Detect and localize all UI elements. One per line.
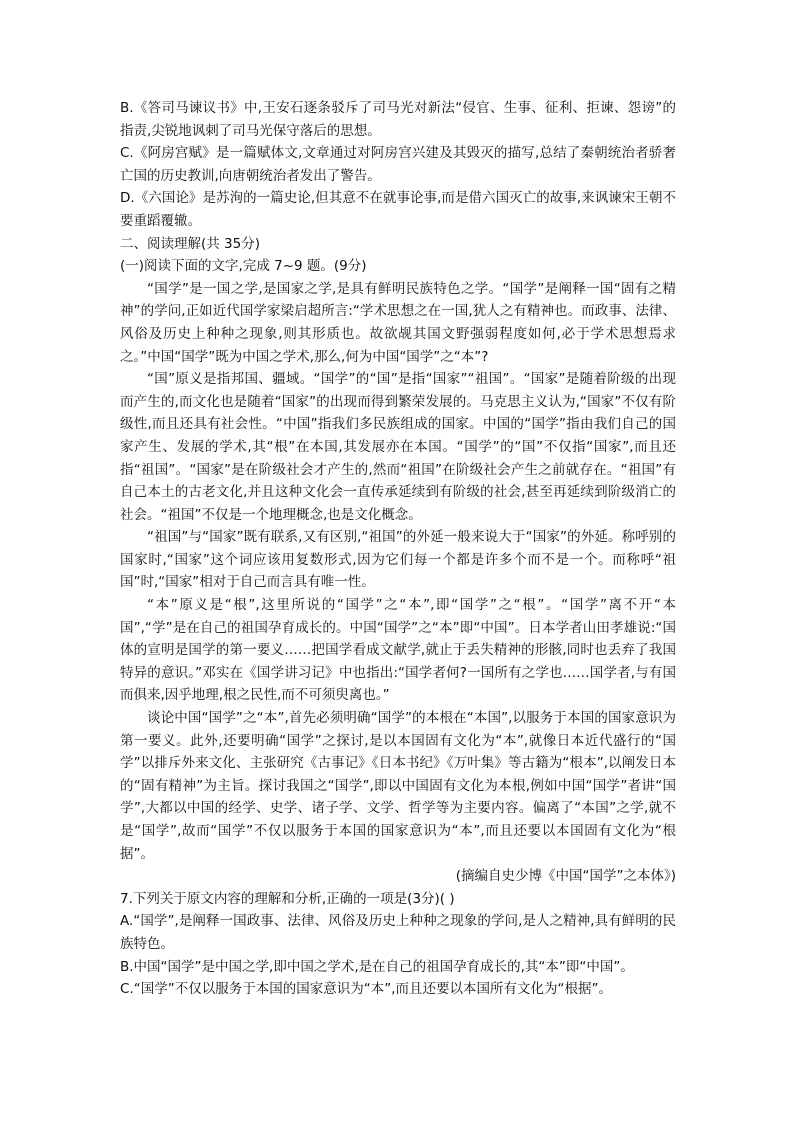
question-7-option-a: A.“国学”,是阐释一国政事、法律、风俗及历史上种种之现象的学问,是人之精神,具有鲜明的民族特色。 <box>120 913 676 952</box>
article-paragraph-5: 谈论中国“国学”之“本”,首先必须明确“国学”的本根在“本国”,以服务于本国的国家意识为第一要义。此外,还要明确“国学”之探讨,是以本国固有文化为“本”,就像日本近代盛行的“国学”以排斥外来文化、主张研究《古事记》《日本书纪》《万叶集》等古籍为“根本”,以阐发日本的“固有精神”为主旨。探讨我国之“国学”,即以中国固有文化为本根,例如中国“国学”者讲“国学”,大都以中国的经学、史学、诸子学、文学、哲学等为主要内容。偏离了“本国”之学,就不是“国学”,故而“国学”不仅以服务于本国的国家意识为“本”,而且还要以本国固有文化为“根据”。 <box>120 710 676 862</box>
section-title: 二、阅读理解(共 35分) <box>120 235 261 252</box>
question-7-option-c: C.“国学”不仅以服务于本国的国家意识为“本”,而且还要以本国所有文化为“根据”。 <box>120 981 612 998</box>
article-paragraph-4: “本”原义是“根”,这里所说的“国学”之“本”,即“国学”之“根”。“国学”离不开“本国”,“学”是在自己的祖国孕育成长的。中国“国学”之“本”即“中国”。日本学者山田孝雄说:“国体的宣明是国学的第一要义……把国学看成文献学,就止于丢失精神的形骸,同时也丢弃了我国特异的意识。”邓实在《国学讲习记》中也指出:“国学者何?一国所有之学也……国学者,与有国而俱来,因乎地理,根之民性,而不可须臾离也。” <box>120 597 676 704</box>
article-paragraph-3: “祖国”与“国家”既有联系,又有区别,“祖国”的外延一般来说大于“国家”的外延。称呼别的国家时,“国家”这个词应该用复数形式,因为它们每一个都是许多个而不是一个。而称呼“祖国”时,“国家”相对于自己而言具有唯一性。 <box>120 529 676 591</box>
question-7-stem: 7.下列关于原文内容的理解和分析,正确的一项是(3分)( ) <box>120 890 455 907</box>
option-c-prev: C.《阿房宫赋》是一篇赋体文,文章通过对阿房宫兴建及其毁灭的描写,总结了秦朝统治者骄奢亡国的历史教训,向唐朝统治者发出了警告。 <box>120 145 676 184</box>
option-b-prev: B.《答司马谏议书》中,王安石逐条驳斥了司马光对新法“侵官、生事、征利、拒谏、怨谤”的指责,尖锐地讽刺了司马光保守落后的思想。 <box>120 100 676 139</box>
subsection-title: (一)阅读下面的文字,完成 7~9 题。(9分) <box>120 258 367 275</box>
question-7-option-b: B.中国“国学”是中国之学,即中国之学术,是在自己的祖国孕育成长的,其“本”即“中国”。 <box>120 958 634 975</box>
article-paragraph-2: “国”原义是指邦国、疆域。“国学”的“国”是指“国家”“祖国”。“国家”是随着阶级的出现而产生的,而文化也是随着“国家”的出现而得到繁荣发展的。马克思主义认为,“国家”不仅有阶级性,而且还具有社会性。“中国”指我们多民族组成的国家。中国的“国学”指由我们自己的国家产生、发展的学术,其“根”在本国,其发展亦在本国。“国学”的“国”不仅指“国家”,而且还指“祖国”。“国家”是在阶级社会才产生的,然而“祖国”在阶级社会产生之前就存在。“祖国”有自己本土的古老文化,并且这种文化会一直传承延续到有阶级的社会,甚至再延续到阶级消亡的社会。“祖国”不仅是一个地理概念,也是文化概念。 <box>120 371 676 523</box>
article-paragraph-1: “国学”是一国之学,是国家之学,是具有鲜明民族特色之学。“国学”是阐释一国“固有之精神”的学问,正如近代国学家梁启超所言:“学术思想之在一国,犹人之有精神也。而政事、法律、风俗及历史上种种之现象,则其形质也。故欲觇其国文野强弱程度如何,必于学术思想焉求之。”中国“国学”既为中国之学术,那么,何为中国“国学”之“本”? <box>120 280 676 365</box>
article-source: (摘编自史少博《中国“国学”之本体》) <box>455 868 676 885</box>
option-d-prev: D.《六国论》是苏洵的一篇史论,但其意不在就事论事,而是借六国灭亡的故事,来讽谏宋王朝不要重蹈覆辙。 <box>120 190 676 229</box>
document-content <box>120 97 676 1001</box>
